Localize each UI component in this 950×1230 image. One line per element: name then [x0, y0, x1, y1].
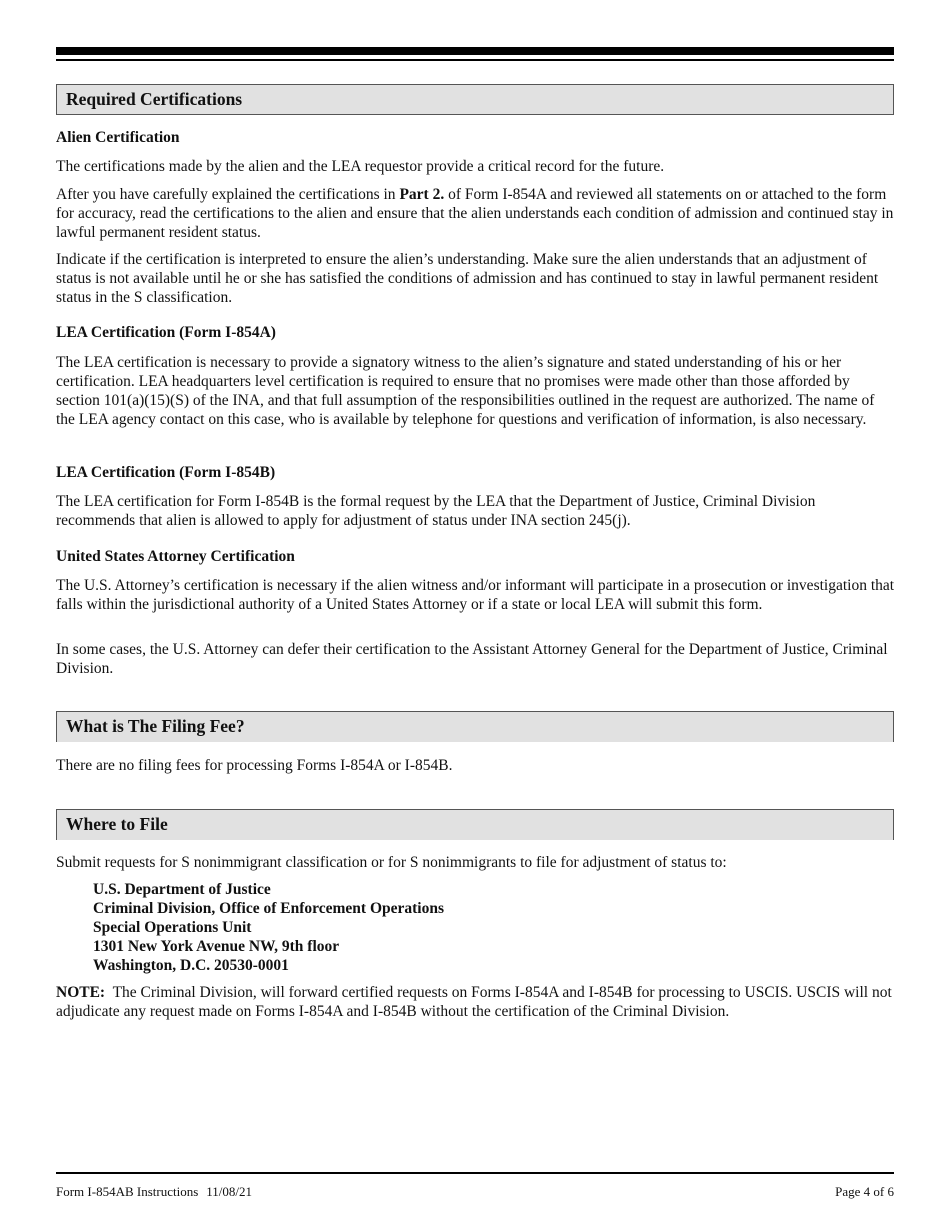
footer-form-id: Form I-854AB Instructions 11/08/21 — [56, 1184, 253, 1199]
paragraph-part2: After you have carefully explained the certifications in Part 2. of Form I-854A and reviewed all statements on or attached to the form for accuracy, read the certifications to the alien and ensure that the alien understands each condition of admission and continued stay in lawful permanent resident status. — [56, 186, 894, 241]
section-title: Where to File — [66, 814, 168, 834]
address-line: Washington, D.C. 20530-0001 — [93, 957, 289, 974]
paragraph: The LEA certification is necessary to provide a signatory witness to the alien’s signature and stated understanding of his or her certification. LEA headquarters level certification is required to ensure that no promises were made other than those afforded by section 101(a)(15)(S) of the INA, and that full assumption of the responsibilities outlined in the request are authorized. The name of the LEA agency contact on this case, who is available by telephone for questions and verification of information, is also necessary. — [56, 354, 875, 428]
header-rule-thick — [56, 47, 894, 55]
paragraph: There are no filing fees for processing Forms I-854A or I-854B. — [56, 757, 453, 774]
footer-date: 11/08/21 — [206, 1184, 253, 1199]
paragraph: The U.S. Attorney’s certification is necessary if the alien witness and/or informant will participate in a prosecution or investigation that falls within the jurisdictional authority of a United States Attorney or if a state or local LEA will submit this form. — [56, 577, 895, 613]
footer-page-number: Page 4 of 6 — [835, 1184, 894, 1199]
section-header-required-certifications — [56, 84, 894, 115]
subheading-lea-certification-b: LEA Certification (Form I-854B) — [56, 464, 276, 481]
address-line: Criminal Division, Office of Enforcement Operations — [93, 900, 445, 917]
address-line: U.S. Department of Justice — [93, 881, 271, 898]
section-header-where-to-file — [56, 809, 894, 840]
note-paragraph: NOTE: The Criminal Division, will forward certified requests on Forms I-854A and I-854B for processing to USCIS. USCIS will not adjudicate any request made on Forms I-854A and I-854B without the certification of the Criminal Division. — [56, 984, 896, 1020]
section-title: Required Certifications — [66, 89, 243, 109]
section-title: What is The Filing Fee? — [66, 716, 245, 736]
paragraph: Indicate if the certification is interpreted to ensure the alien’s understanding. Make sure the alien understands that an adjustment of status is not available until he or she has satisfied the conditions of admission and has continued to stay in lawful permanent resident status in the S classification. — [56, 251, 879, 306]
subheading-lea-certification-a: LEA Certification (Form I-854A) — [56, 324, 276, 341]
note-label: NOTE: — [56, 984, 106, 1001]
section-header-filing-fee — [56, 711, 894, 742]
address-line: 1301 New York Avenue NW, 9th floor — [93, 938, 340, 955]
paragraph: The certifications made by the alien and the LEA requestor provide a critical record for the future. — [56, 158, 665, 175]
header-rule-thin — [56, 59, 894, 61]
paragraph: In some cases, the U.S. Attorney can defer their certification to the Assistant Attorney General for the Department of Justice, Criminal Division. — [56, 641, 888, 677]
subheading-us-attorney-certification: United States Attorney Certification — [56, 548, 295, 565]
part2-reference: Part 2. — [399, 186, 445, 203]
footer-rule — [56, 1172, 894, 1174]
address-line: Special Operations Unit — [93, 919, 252, 936]
mailing-address — [93, 880, 444, 975]
paragraph: Submit requests for S nonimmigrant classification or for S nonimmigrants to file for adjustment of status to: — [56, 854, 727, 871]
paragraph: The LEA certification for Form I-854B is the formal request by the LEA that the Department of Justice, Criminal Division recommends that alien is allowed to apply for adjustment of status under INA section 245(j). — [56, 493, 816, 529]
subheading-alien-certification: Alien Certification — [56, 129, 180, 146]
